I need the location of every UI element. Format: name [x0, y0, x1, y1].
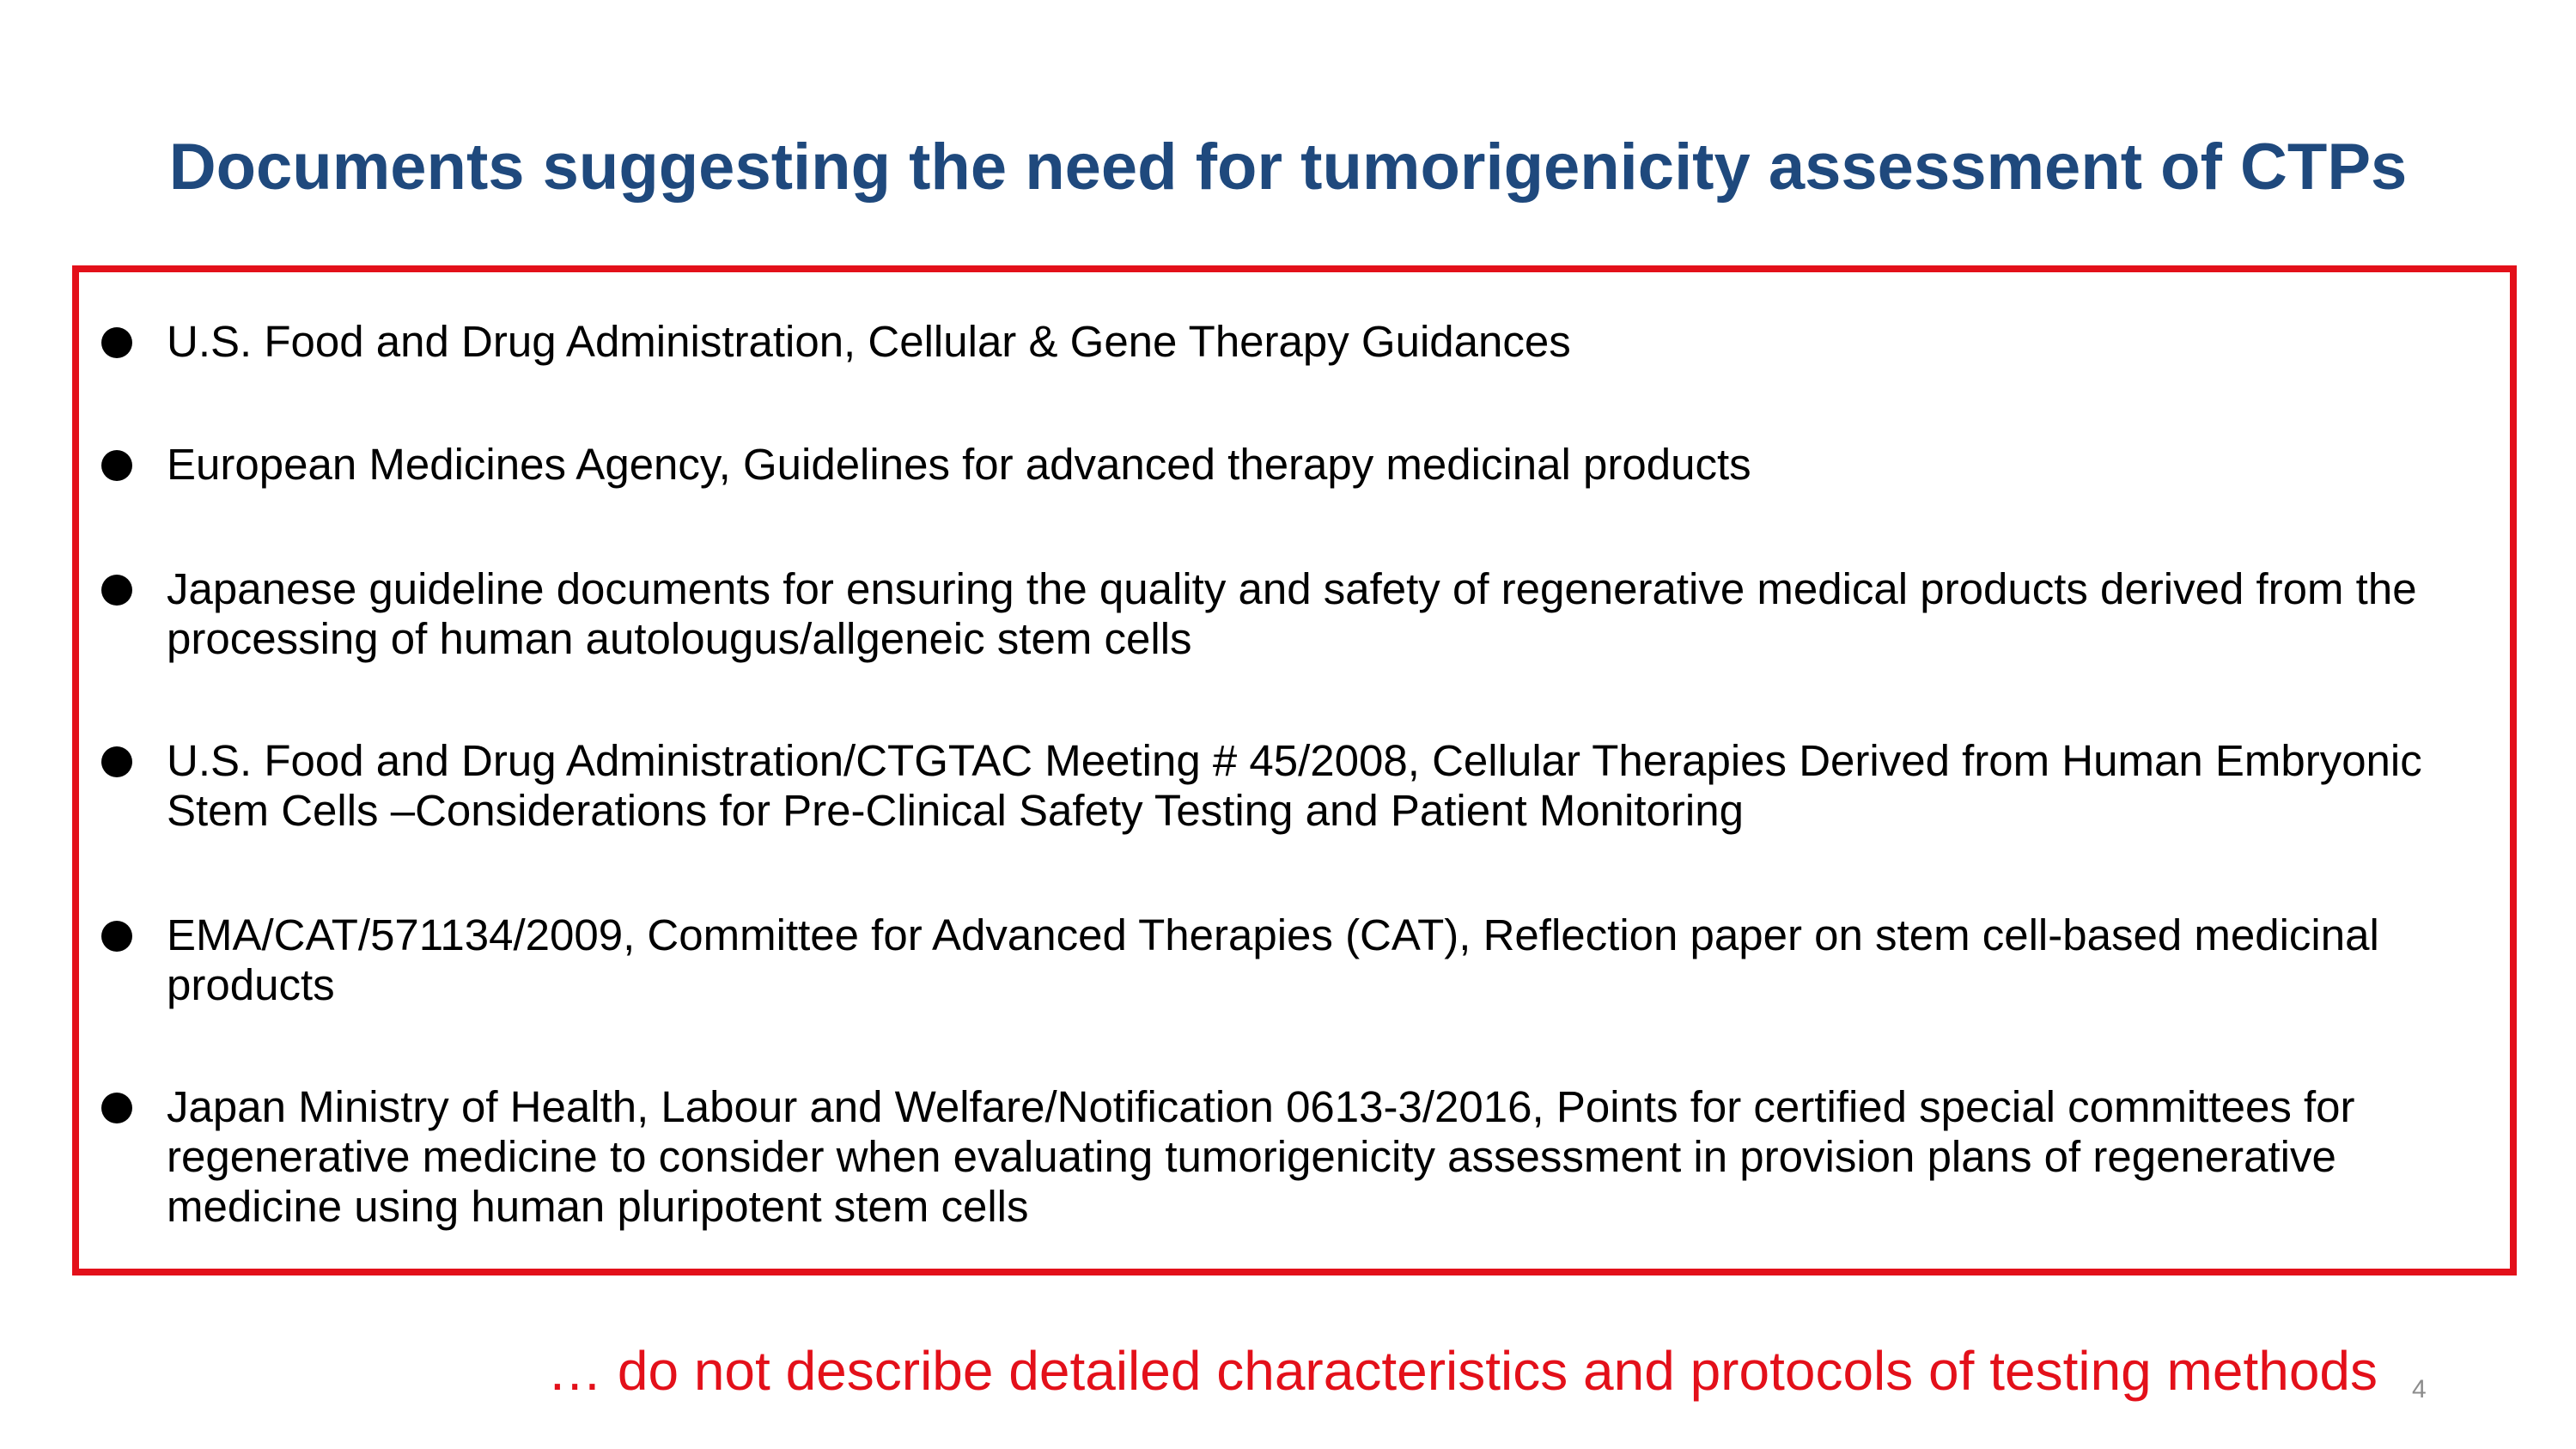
list-item-text: European Medicines Agency, Guidelines for advanced therapy medicinal products: [167, 440, 1751, 489]
bullet-icon: [101, 1093, 132, 1123]
list-item: [79, 564, 2510, 666]
bullet-icon: [101, 327, 132, 358]
bullet-icon: [101, 746, 132, 777]
page-number: 4: [2412, 1375, 2427, 1403]
list-item: [79, 1082, 2510, 1233]
list-item: [79, 910, 2510, 1012]
list-item: [79, 317, 2510, 368]
list-item-text: U.S. Food and Drug Administration/CTGTAC Meeting # 45/2008, Cellular Therapies Derived from Human Embryonic Stem Cells –Considerations for Pre-Clinical Safety Testing and Patient Monitoring: [167, 736, 2422, 835]
footer-note: … do not describe detailed characteristics and protocols of testing methods: [547, 1340, 2378, 1402]
bullet-icon: [101, 450, 132, 481]
list-item-text: EMA/CAT/571134/2009, Committee for Advanced Therapies (CAT), Reflection paper on stem cell-based medicinal products: [167, 910, 2379, 1009]
document-list-frame: [72, 265, 2517, 1275]
list-item: [79, 736, 2510, 837]
bullet-icon: [101, 921, 132, 952]
list-item-text: Japanese guideline documents for ensuring the quality and safety of regenerative medical products derived from the processing of human autolougus/allgeneic stem cells: [167, 564, 2417, 663]
list-item-text: U.S. Food and Drug Administration, Cellular & Gene Therapy Guidances: [167, 317, 1571, 366]
list-item: [79, 440, 2510, 491]
bullet-icon: [101, 575, 132, 606]
slide-title: Documents suggesting the need for tumorigenicity assessment of CTPs: [168, 131, 2408, 204]
list-item-text: Japan Ministry of Health, Labour and Welfare/Notification 0613-3/2016, Points for certified special committees for regenerative medicine to consider when evaluating tumorigenicity assessment in provision plans of regenerative medicine using human pluripotent stem cells: [167, 1082, 2355, 1231]
